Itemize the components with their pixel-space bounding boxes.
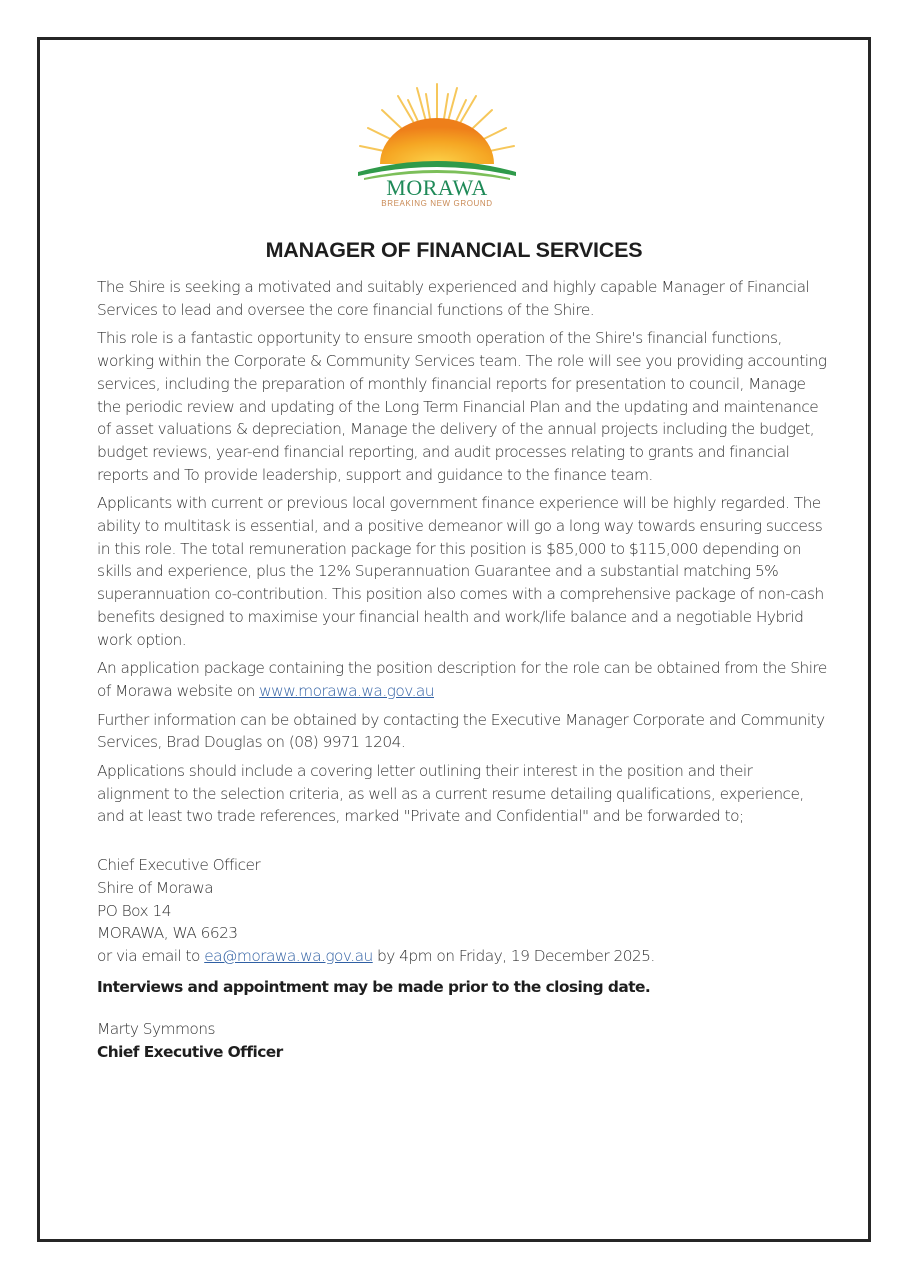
postal-address [97, 854, 827, 968]
website-text: An application package containing the position description for the role can be obtained from the Shire of Morawa website on [97, 659, 827, 700]
logo-wordmark: MORAWA [386, 175, 488, 200]
website-link[interactable]: www.morawa.wa.gov.au [259, 681, 434, 700]
website-paragraph [97, 657, 827, 702]
email-link[interactable]: ea@morawa.wa.gov.au [204, 946, 373, 965]
intro-paragraph: The Shire is seeking a motivated and suitably experienced and highly capable Manager of Financial Services to lead and oversee the core financial functions of the Shire. [97, 278, 810, 319]
applicants-paragraph: Applicants with current or previous local government finance experience will be highly regarded. The ability to multitask is essential, and a positive demeanor will go a long way towards ensuring success in this role. The total remuneration package for this position is $85,000 to $115,000 depending on skills and experience, plus the 12% Superannuation Guarantee and a substantial matching 5% superannuation co-contribution. This position also comes with a comprehensive package of non-cash benefits designed to maximise your financial health and work/life balance and a negotiable Hybrid work option. [97, 494, 824, 649]
logo-tagline: BREAKING NEW GROUND [381, 199, 493, 208]
email-prefix: or via email to [97, 946, 205, 965]
sun-logo-icon [352, 80, 522, 210]
applications-paragraph: Applications should include a covering letter outlining their interest in the position and their alignment to the selection criteria, as well as a current resume detailing qualifications, experience, and at least two trade references, marked "Private and Confidential" and be forwarded to; [97, 762, 804, 826]
address-line: Shire of Morawa [97, 878, 214, 897]
address-line: Chief Executive Officer [97, 856, 261, 875]
email-line [97, 945, 827, 968]
role-paragraph: This role is a fantastic opportunity to ensure smooth operation of the Shire's financial functions, working within the Corporate & Community Services team. The role will see you providing accounting services, including the preparation of monthly financial reports for presentation to council, Manage the periodic review and updating of the Long Term Financial Plan and the updating and maintenance of asset valuations & depreciation, Manage the delivery of the annual projects including the budget, budget reviews, year-end financial reporting, and audit processes relating to grants and financial reports and To provide leadership, support and guidance to the finance team. [97, 329, 827, 484]
address-line: PO Box 14 [97, 901, 171, 920]
signature-block [97, 1018, 827, 1063]
signatory-name: Marty Symmons [97, 1020, 215, 1039]
further-info-paragraph: Further information can be obtained by contacting the Executive Manager Corporate and Community Services, Brad Douglas on (08) 9971 1204. [97, 710, 825, 752]
page-title: MANAGER OF FINANCIAL SERVICES [265, 238, 643, 262]
deadline-text: by 4pm on Friday, 19 December 2025. [372, 946, 655, 965]
document-body [97, 276, 827, 1064]
address-line: MORAWA, WA 6623 [97, 924, 238, 943]
morawa-logo [352, 80, 522, 210]
interviews-notice: Interviews and appointment may be made prior to the closing date. [97, 977, 651, 996]
signatory-title: Chief Executive Officer [97, 1043, 283, 1062]
